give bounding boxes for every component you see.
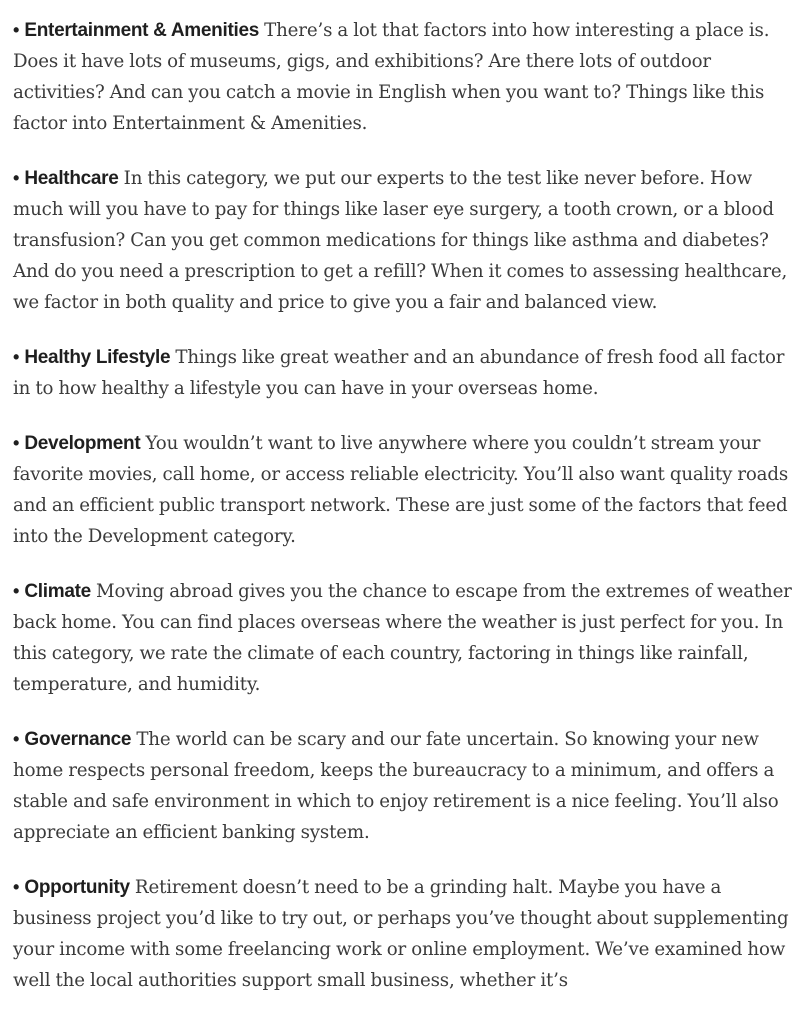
list-item-healthy-lifestyle [13,342,797,404]
bullet-marker: • [13,433,20,453]
item-text: In this category, we put our experts to the test like never before. How much will you have to pay for things like laser eye surgery, a tooth crown, or a blood transfusion? Can you get common medications for things like asthma and diabetes? And do you need a prescription to get a refill? When it comes to assessing healthcare, we factor in both quality and price to give you a fair and balanced view. [13,168,788,313]
item-term: Opportunity [24,877,130,898]
item-term: Climate [24,581,91,602]
list-item-healthcare [13,163,797,318]
item-text: Retirement doesn’t need to be a grinding halt. Maybe you have a business project you’d like to try out, or perhaps you’ve thought about supplementing your income with some freelancing work or online employment. We’ve examined how well the local authorities support small business, whether it’s [13,877,789,991]
item-term: Development [24,433,141,454]
bullet-marker: • [13,729,20,749]
item-term: Healthy Lifestyle [24,347,171,368]
list-item-opportunity [13,872,797,996]
list-item-development [13,428,797,552]
bullet-marker: • [13,347,20,367]
item-term: Governance [24,729,132,750]
article-body [13,15,797,1020]
list-item-governance [13,724,797,848]
item-text: Moving abroad gives you the chance to escape from the extremes of weather back home. You can find places overseas where the weather is just perfect for you. In this category, we rate the climate of each country, factoring in things like rainfall, temperature, and humidity. [13,581,792,695]
list-item-climate [13,576,797,700]
list-item-entertainment [13,15,797,139]
item-text: Things like great weather and an abundance of fresh food all factor in to how healthy a lifestyle you can have in your overseas home. [13,347,785,399]
item-term: Entertainment & Amenities [24,20,259,41]
bullet-marker: • [13,168,20,188]
bullet-marker: • [13,581,20,601]
item-text: The world can be scary and our fate uncertain. So knowing your new home respects personal freedom, keeps the bureaucracy to a minimum, and offers a stable and safe environment in which to enjoy retirement is a nice feeling. You’ll also appreciate an efficient banking system. [13,729,779,843]
item-text: There’s a lot that factors into how interesting a place is. Does it have lots of museums, gigs, and exhibitions? Are there lots of outdoor activities? And can you catch a movie in English when you want to? Things like this factor into Entertainment & Amenities. [13,20,770,134]
item-term: Healthcare [24,168,119,189]
bullet-marker: • [13,20,20,40]
item-text: You wouldn’t want to live anywhere where you couldn’t stream your favorite movies, call home, or access reliable electricity. You’ll also want quality roads and an efficient public transport network. These are just some of the factors that feed into the Development category. [13,433,789,547]
bullet-marker: • [13,877,20,897]
